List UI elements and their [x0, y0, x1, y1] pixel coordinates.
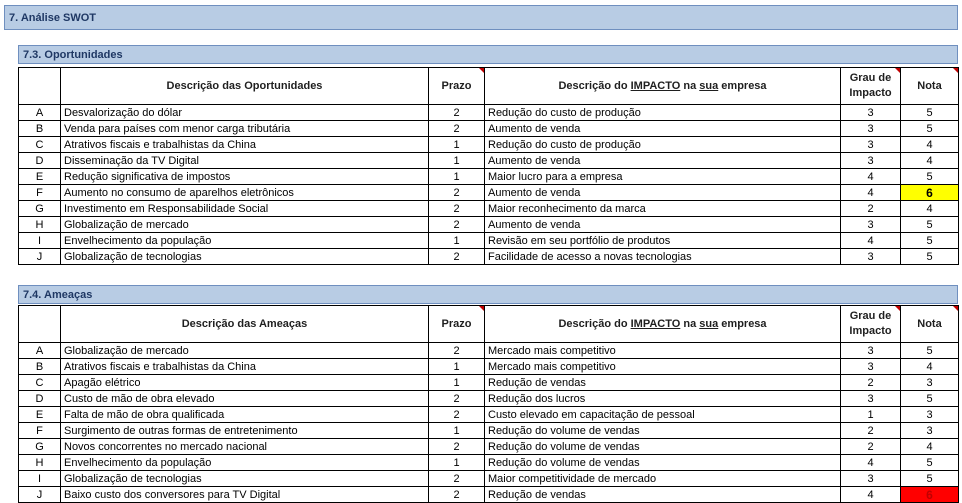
row-nota-cell: 4 — [901, 137, 959, 153]
col-nota-header: Nota — [901, 68, 959, 105]
row-prazo-cell: 1 — [429, 233, 485, 249]
row-impacto-cell: Aumento de venda — [485, 153, 841, 169]
impact-pre: Descrição do — [558, 79, 631, 92]
table-row — [19, 471, 959, 487]
row-grau-cell: 2 — [841, 439, 901, 455]
row-impacto-cell: Maior reconhecimento da marca — [485, 201, 841, 217]
row-desc-cell: Desvalorização do dólar — [61, 105, 429, 121]
table-row — [19, 487, 959, 503]
row-prazo-cell: 1 — [429, 359, 485, 375]
row-id-cell: I — [19, 471, 61, 487]
col-id-header — [19, 68, 61, 105]
impact-post: empresa — [718, 79, 767, 92]
opportunities-heading: 7.3. Oportunidades — [18, 45, 958, 64]
row-prazo-cell: 1 — [429, 375, 485, 391]
row-grau-cell: 2 — [841, 423, 901, 439]
row-desc-cell: Globalização de mercado — [61, 217, 429, 233]
row-nota-cell: 5 — [901, 121, 959, 137]
grau-line-2: Impacto — [849, 87, 892, 99]
table-row — [19, 105, 959, 121]
table-row — [19, 121, 959, 137]
row-grau-cell: 2 — [841, 201, 901, 217]
row-nota-cell: 5 — [901, 169, 959, 185]
table-row — [19, 153, 959, 169]
row-desc-cell: Falta de mão de obra qualificada — [61, 407, 429, 423]
table-row — [19, 375, 959, 391]
row-prazo-cell: 2 — [429, 249, 485, 265]
row-desc-cell: Atrativos fiscais e trabalhistas da China — [61, 359, 429, 375]
row-id-cell: A — [19, 105, 61, 121]
col-desc-header: Descrição das Oportunidades — [61, 68, 429, 105]
row-prazo-cell: 2 — [429, 391, 485, 407]
table-row — [19, 407, 959, 423]
row-prazo-cell: 2 — [429, 185, 485, 201]
impact-sua: sua — [699, 79, 719, 92]
row-desc-cell: Surgimento de outras formas de entretenimento — [61, 423, 429, 439]
row-grau-cell: 4 — [841, 185, 901, 201]
row-impacto-cell: Redução do custo de produção — [485, 105, 841, 121]
row-grau-cell: 4 — [841, 487, 901, 503]
row-impacto-cell: Redução do volume de vendas — [485, 455, 841, 471]
row-nota-cell: 5 — [901, 217, 959, 233]
opportunities-header-row — [19, 68, 959, 105]
row-desc-cell: Disseminação da TV Digital — [61, 153, 429, 169]
row-grau-cell: 3 — [841, 121, 901, 137]
col-grau-header — [841, 306, 901, 343]
table-row — [19, 391, 959, 407]
row-nota-cell: 5 — [901, 455, 959, 471]
row-desc-cell: Novos concorrentes no mercado nacional — [61, 439, 429, 455]
table-row — [19, 455, 959, 471]
row-impacto-cell: Redução do custo de produção — [485, 137, 841, 153]
row-prazo-cell: 2 — [429, 121, 485, 137]
row-desc-cell: Investimento em Responsabilidade Social — [61, 201, 429, 217]
row-impacto-cell: Custo elevado em capacitação de pessoal — [485, 407, 841, 423]
row-desc-cell: Apagão elétrico — [61, 375, 429, 391]
grau-line-2: Impacto — [849, 325, 892, 337]
row-nota-cell: 5 — [901, 233, 959, 249]
row-grau-cell: 3 — [841, 391, 901, 407]
row-id-cell: H — [19, 217, 61, 233]
row-desc-cell: Aumento no consumo de aparelhos eletrônicos — [61, 185, 429, 201]
table-row — [19, 201, 959, 217]
row-desc-cell: Venda para países com menor carga tributária — [61, 121, 429, 137]
row-grau-cell: 3 — [841, 343, 901, 359]
table-row — [19, 249, 959, 265]
row-id-cell: D — [19, 153, 61, 169]
row-prazo-cell: 2 — [429, 105, 485, 121]
row-grau-cell: 2 — [841, 375, 901, 391]
grau-line-1: Grau de — [849, 310, 892, 322]
row-id-cell: C — [19, 137, 61, 153]
row-prazo-cell: 2 — [429, 471, 485, 487]
table-row — [19, 343, 959, 359]
row-impacto-cell: Aumento de venda — [485, 121, 841, 137]
row-nota-cell: 6 — [901, 185, 959, 201]
impact-sua: sua — [699, 317, 719, 330]
row-id-cell: A — [19, 343, 61, 359]
col-desc-header: Descrição das Ameaças — [61, 306, 429, 343]
row-id-cell: E — [19, 407, 61, 423]
col-prazo-header: Prazo — [429, 68, 485, 105]
row-prazo-cell: 1 — [429, 455, 485, 471]
row-id-cell: J — [19, 487, 61, 503]
table-row — [19, 423, 959, 439]
row-prazo-cell: 2 — [429, 407, 485, 423]
row-id-cell: G — [19, 439, 61, 455]
col-nota-header: Nota — [901, 306, 959, 343]
row-impacto-cell: Aumento de venda — [485, 217, 841, 233]
row-desc-cell: Envelhecimento da população — [61, 233, 429, 249]
row-id-cell: B — [19, 359, 61, 375]
row-nota-cell: 5 — [901, 249, 959, 265]
col-prazo-header: Prazo — [429, 306, 485, 343]
row-desc-cell: Redução significativa de impostos — [61, 169, 429, 185]
table-row — [19, 169, 959, 185]
row-nota-cell: 4 — [901, 439, 959, 455]
row-desc-cell: Baixo custo dos conversores para TV Digital — [61, 487, 429, 503]
row-impacto-cell: Maior lucro para a empresa — [485, 169, 841, 185]
row-prazo-cell: 1 — [429, 423, 485, 439]
col-impacto-header — [485, 68, 841, 105]
row-desc-cell: Globalização de tecnologias — [61, 249, 429, 265]
row-impacto-cell: Aumento de venda — [485, 185, 841, 201]
row-prazo-cell: 2 — [429, 487, 485, 503]
row-impacto-cell: Maior competitividade de mercado — [485, 471, 841, 487]
row-prazo-cell: 1 — [429, 137, 485, 153]
row-grau-cell: 4 — [841, 455, 901, 471]
row-grau-cell: 3 — [841, 137, 901, 153]
table-row — [19, 439, 959, 455]
row-prazo-cell: 2 — [429, 343, 485, 359]
row-grau-cell: 4 — [841, 169, 901, 185]
row-nota-cell: 3 — [901, 407, 959, 423]
row-desc-cell: Atrativos fiscais e trabalhistas da China — [61, 137, 429, 153]
row-impacto-cell: Facilidade de acesso a novas tecnologias — [485, 249, 841, 265]
opportunities-table — [18, 67, 959, 265]
threats-table — [18, 305, 959, 503]
table-row — [19, 233, 959, 249]
row-grau-cell: 4 — [841, 233, 901, 249]
row-grau-cell: 1 — [841, 407, 901, 423]
impact-word: IMPACTO — [630, 79, 681, 92]
row-nota-cell: 5 — [901, 105, 959, 121]
row-prazo-cell: 1 — [429, 153, 485, 169]
row-id-cell: B — [19, 121, 61, 137]
row-impacto-cell: Mercado mais competitivo — [485, 343, 841, 359]
grau-line-1: Grau de — [849, 72, 892, 84]
row-prazo-cell: 2 — [429, 201, 485, 217]
threats-heading: 7.4. Ameaças — [18, 285, 958, 304]
row-desc-cell: Globalização de mercado — [61, 343, 429, 359]
table-row — [19, 137, 959, 153]
col-id-header — [19, 306, 61, 343]
row-grau-cell: 3 — [841, 471, 901, 487]
row-id-cell: I — [19, 233, 61, 249]
row-id-cell: F — [19, 185, 61, 201]
impact-pre: Descrição do — [558, 317, 631, 330]
row-id-cell: E — [19, 169, 61, 185]
row-impacto-cell: Revisão em seu portfólio de produtos — [485, 233, 841, 249]
col-grau-header — [841, 68, 901, 105]
impact-mid: na — [680, 317, 700, 330]
row-desc-cell: Globalização de tecnologias — [61, 471, 429, 487]
row-nota-cell: 3 — [901, 423, 959, 439]
row-grau-cell: 3 — [841, 153, 901, 169]
section-title-swot: 7. Análise SWOT — [4, 5, 958, 30]
table-row — [19, 185, 959, 201]
row-nota-cell: 5 — [901, 343, 959, 359]
impact-post: empresa — [718, 317, 767, 330]
table-row — [19, 217, 959, 233]
row-prazo-cell: 1 — [429, 169, 485, 185]
row-impacto-cell: Mercado mais competitivo — [485, 359, 841, 375]
row-impacto-cell: Redução do volume de vendas — [485, 423, 841, 439]
row-id-cell: D — [19, 391, 61, 407]
row-impacto-cell: Redução de vendas — [485, 487, 841, 503]
row-impacto-cell: Redução de vendas — [485, 375, 841, 391]
row-id-cell: F — [19, 423, 61, 439]
impact-mid: na — [680, 79, 700, 92]
table-row — [19, 359, 959, 375]
row-id-cell: C — [19, 375, 61, 391]
row-prazo-cell: 2 — [429, 217, 485, 233]
row-id-cell: G — [19, 201, 61, 217]
row-impacto-cell: Redução do volume de vendas — [485, 439, 841, 455]
row-nota-cell: 5 — [901, 471, 959, 487]
col-impacto-header — [485, 306, 841, 343]
row-grau-cell: 3 — [841, 359, 901, 375]
row-desc-cell: Envelhecimento da população — [61, 455, 429, 471]
row-grau-cell: 3 — [841, 217, 901, 233]
row-desc-cell: Custo de mão de obra elevado — [61, 391, 429, 407]
impact-word: IMPACTO — [630, 317, 681, 330]
row-id-cell: H — [19, 455, 61, 471]
threats-header-row — [19, 306, 959, 343]
row-nota-cell: 3 — [901, 375, 959, 391]
row-impacto-cell: Redução dos lucros — [485, 391, 841, 407]
row-nota-cell: 4 — [901, 153, 959, 169]
row-prazo-cell: 2 — [429, 439, 485, 455]
row-nota-cell: 4 — [901, 359, 959, 375]
row-id-cell: J — [19, 249, 61, 265]
row-nota-cell: 4 — [901, 201, 959, 217]
row-nota-cell: 6 — [901, 487, 959, 503]
row-grau-cell: 3 — [841, 105, 901, 121]
row-nota-cell: 5 — [901, 391, 959, 407]
row-grau-cell: 3 — [841, 249, 901, 265]
